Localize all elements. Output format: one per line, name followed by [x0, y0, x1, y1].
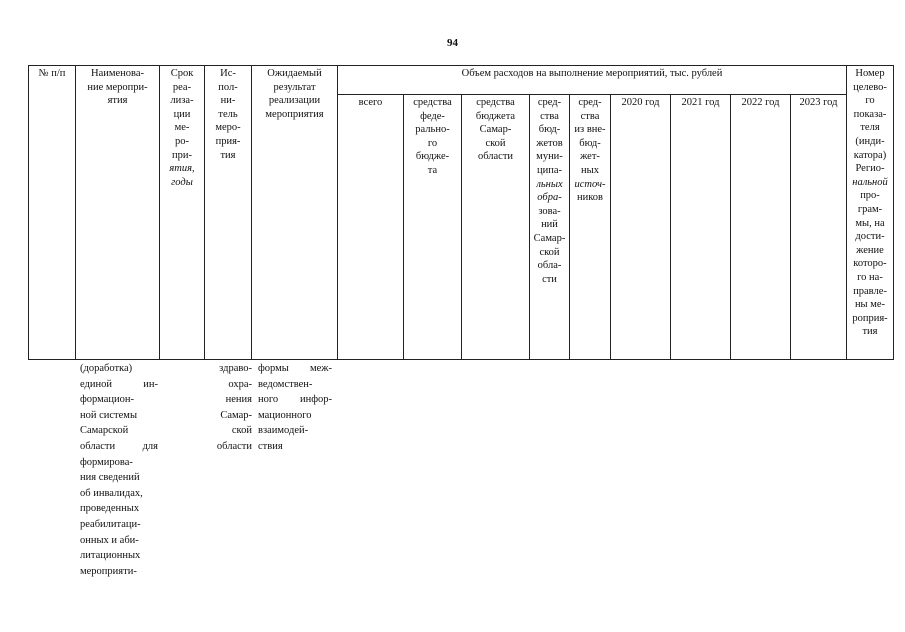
- text-line: (доработка): [80, 363, 133, 374]
- text-line: бюджета: [475, 110, 516, 122]
- text-line: (инди-: [855, 135, 885, 147]
- page-number: 94: [447, 37, 458, 49]
- text-line: ний: [541, 219, 558, 231]
- text-line: при-: [172, 149, 192, 161]
- text-line: ской: [485, 137, 506, 149]
- text-line: ятия: [107, 95, 128, 107]
- text-line: теля: [860, 122, 880, 134]
- text-line: Регио-: [855, 163, 885, 175]
- text-line: обла-: [537, 260, 562, 272]
- text-line: ции: [173, 108, 191, 120]
- text-line: тель: [218, 108, 238, 120]
- subcol-header-total-lines: [339, 96, 402, 110]
- text-word: инфор-: [299, 394, 332, 406]
- continuation-name-lines: [80, 361, 158, 579]
- text-line: сти: [542, 273, 557, 285]
- text-line: рально-: [415, 124, 450, 136]
- text-line: сред-: [537, 97, 562, 108]
- continuation-executor-lines: [205, 361, 252, 455]
- col-header-term: [160, 66, 205, 360]
- text-line: феде-: [420, 110, 445, 122]
- col-header-number-lines: [30, 67, 74, 81]
- text-line: Номер: [855, 68, 885, 79]
- text-line: ме-: [174, 122, 190, 134]
- text-word: меж-: [309, 363, 332, 374]
- text-line: жет-: [580, 151, 600, 163]
- expenses-table-header: [28, 65, 894, 360]
- text-line: реализации: [268, 95, 321, 107]
- col-header-name-lines: [77, 67, 158, 108]
- text-line: го: [865, 95, 875, 107]
- text-line: муни-: [536, 151, 563, 163]
- text-line: реа-: [172, 81, 192, 93]
- text-line: ние меропри-: [87, 81, 148, 93]
- text-line: сред-: [578, 97, 602, 108]
- text-line: мероприяти-: [80, 565, 137, 577]
- text-word: ин-: [143, 378, 158, 390]
- text-line: зова-: [538, 205, 561, 217]
- text-line: онных и аби-: [80, 534, 139, 546]
- text-line: области: [216, 440, 252, 452]
- text-line: ства: [540, 110, 559, 122]
- text-line: об инвалидах,: [80, 487, 143, 499]
- subcol-header-federal-budget-lines: [405, 96, 460, 178]
- continuation-executor-cell: [205, 361, 252, 455]
- text-line: взаимодей-: [258, 425, 309, 437]
- text-line: [80, 377, 158, 393]
- continuation-name-cell: [80, 361, 158, 579]
- text-line: Ожидаемый: [267, 68, 322, 79]
- text-line: ны ме-: [854, 299, 886, 311]
- text-line: тия: [862, 326, 878, 338]
- continuation-result-lines: [258, 361, 332, 455]
- subcol-header-2021-lines: [672, 96, 729, 110]
- text-line: результат: [273, 81, 316, 93]
- text-line: меро-: [215, 122, 241, 134]
- text-line: показа-: [853, 108, 887, 120]
- text-line: ства: [580, 110, 600, 122]
- text-line: Наименова-: [90, 68, 144, 79]
- text-line: № п/п: [38, 68, 66, 79]
- subcol-header-regional-budget: [462, 95, 530, 360]
- subcol-header-municipal-budget-lines: [531, 96, 568, 286]
- text-line: ведомствен-: [258, 378, 313, 390]
- text-line: Самар-: [533, 232, 566, 244]
- text-line: средства: [476, 97, 515, 108]
- text-line: 2020 год: [621, 97, 660, 108]
- text-word: для: [142, 440, 158, 452]
- text-line: [258, 361, 332, 377]
- text-line: роприя-: [852, 312, 888, 324]
- text-line: которо-: [853, 258, 887, 270]
- text-word: ного: [258, 394, 279, 406]
- text-line: ятия,: [169, 163, 195, 175]
- continuation-result-cell: [258, 361, 332, 455]
- col-header-term-lines: [161, 67, 203, 189]
- subcol-header-federal-budget: [404, 95, 462, 360]
- text-line: проведенных: [80, 503, 140, 515]
- text-line: [80, 439, 158, 455]
- text-line: Срок: [170, 68, 194, 79]
- text-line: мационного: [258, 409, 312, 421]
- subcol-header-2022-lines: [732, 96, 789, 110]
- text-line: нения: [225, 394, 252, 406]
- col-header-expected-result-lines: [253, 67, 336, 121]
- text-line: лиза-: [170, 95, 194, 107]
- col-header-indicator: [847, 66, 894, 360]
- text-line: формацион-: [80, 394, 134, 406]
- subcol-header-2021: [671, 95, 731, 360]
- text-line: ния сведений: [80, 472, 140, 484]
- text-line: ципа-: [536, 164, 562, 176]
- text-line: бюд-: [538, 124, 561, 136]
- text-line: пол-: [218, 81, 238, 93]
- text-line: мероприятия: [265, 108, 324, 120]
- text-line: целево-: [853, 81, 887, 93]
- text-line: жетов: [536, 137, 563, 149]
- text-line: бюд-: [579, 137, 601, 149]
- text-line: [258, 392, 332, 408]
- text-line: формирова-: [80, 456, 133, 468]
- subcol-header-2023-lines: [792, 96, 845, 110]
- text-line: ствия: [258, 440, 283, 452]
- text-word: единой: [80, 378, 112, 390]
- text-line: мы, на: [855, 217, 885, 229]
- text-line: годы: [171, 176, 193, 188]
- text-line: ской: [539, 246, 560, 258]
- text-line: льных: [536, 178, 563, 190]
- text-line: ро-: [175, 135, 189, 147]
- text-line: охра-: [228, 378, 252, 390]
- text-line: ной системы: [80, 409, 138, 421]
- subcol-header-offbudget-sources: [570, 95, 611, 360]
- text-line: правле-: [853, 285, 887, 297]
- col-header-name: [76, 66, 160, 360]
- text-line: ской: [231, 425, 252, 437]
- text-line: про-: [860, 190, 880, 202]
- subcol-header-2022: [731, 95, 791, 360]
- col-header-expenses-group: Объем расходов на выполнение мероприятий, тыс. рублей: [338, 66, 847, 95]
- col-header-indicator-lines: [848, 67, 892, 339]
- text-line: 2022 год: [741, 97, 780, 108]
- col-header-executor-lines: [206, 67, 250, 162]
- text-line: Самар-: [479, 124, 512, 136]
- text-line: ников: [576, 192, 603, 204]
- text-line: нальной: [852, 176, 888, 188]
- subcol-header-2020: [611, 95, 671, 360]
- col-header-expected-result: [252, 66, 338, 360]
- text-line: литационных: [80, 550, 141, 562]
- text-line: дости-: [855, 231, 885, 243]
- text-line: реабилитаци-: [80, 518, 141, 530]
- col-header-number: [29, 66, 76, 360]
- text-line: источ-: [574, 178, 606, 190]
- text-word: формы: [258, 363, 289, 374]
- text-line: всего: [358, 97, 383, 108]
- text-line: та: [427, 164, 438, 176]
- text-line: жение: [856, 244, 884, 256]
- subcol-header-total: [338, 95, 404, 360]
- text-line: катора): [853, 149, 887, 161]
- text-line: Самарской: [80, 425, 129, 437]
- text-line: грам-: [857, 203, 883, 215]
- subcol-header-offbudget-sources-lines: [571, 96, 609, 205]
- text-line: Самар-: [220, 409, 252, 421]
- text-line: го на-: [857, 271, 883, 283]
- text-line: обра-: [537, 192, 562, 204]
- text-word: области: [80, 440, 116, 452]
- text-line: средства: [413, 97, 452, 108]
- subcol-header-2023: [791, 95, 847, 360]
- text-line: го: [427, 137, 438, 149]
- text-line: ных: [581, 164, 599, 176]
- text-line: 2021 год: [681, 97, 720, 108]
- text-line: из вне-: [574, 124, 606, 136]
- subcol-header-2020-lines: [612, 96, 669, 110]
- text-line: Ис-: [220, 68, 236, 79]
- text-line: области: [477, 151, 514, 163]
- text-line: прия-: [215, 135, 241, 147]
- col-header-executor: [205, 66, 252, 360]
- subcol-header-municipal-budget: [530, 95, 570, 360]
- text-line: 2023 год: [799, 97, 838, 108]
- subcol-header-regional-budget-lines: [463, 96, 528, 164]
- text-line: ни-: [220, 95, 236, 107]
- text-line: бюдже-: [415, 151, 450, 163]
- text-line: тия: [220, 149, 236, 161]
- text-line: здраво-: [219, 363, 252, 374]
